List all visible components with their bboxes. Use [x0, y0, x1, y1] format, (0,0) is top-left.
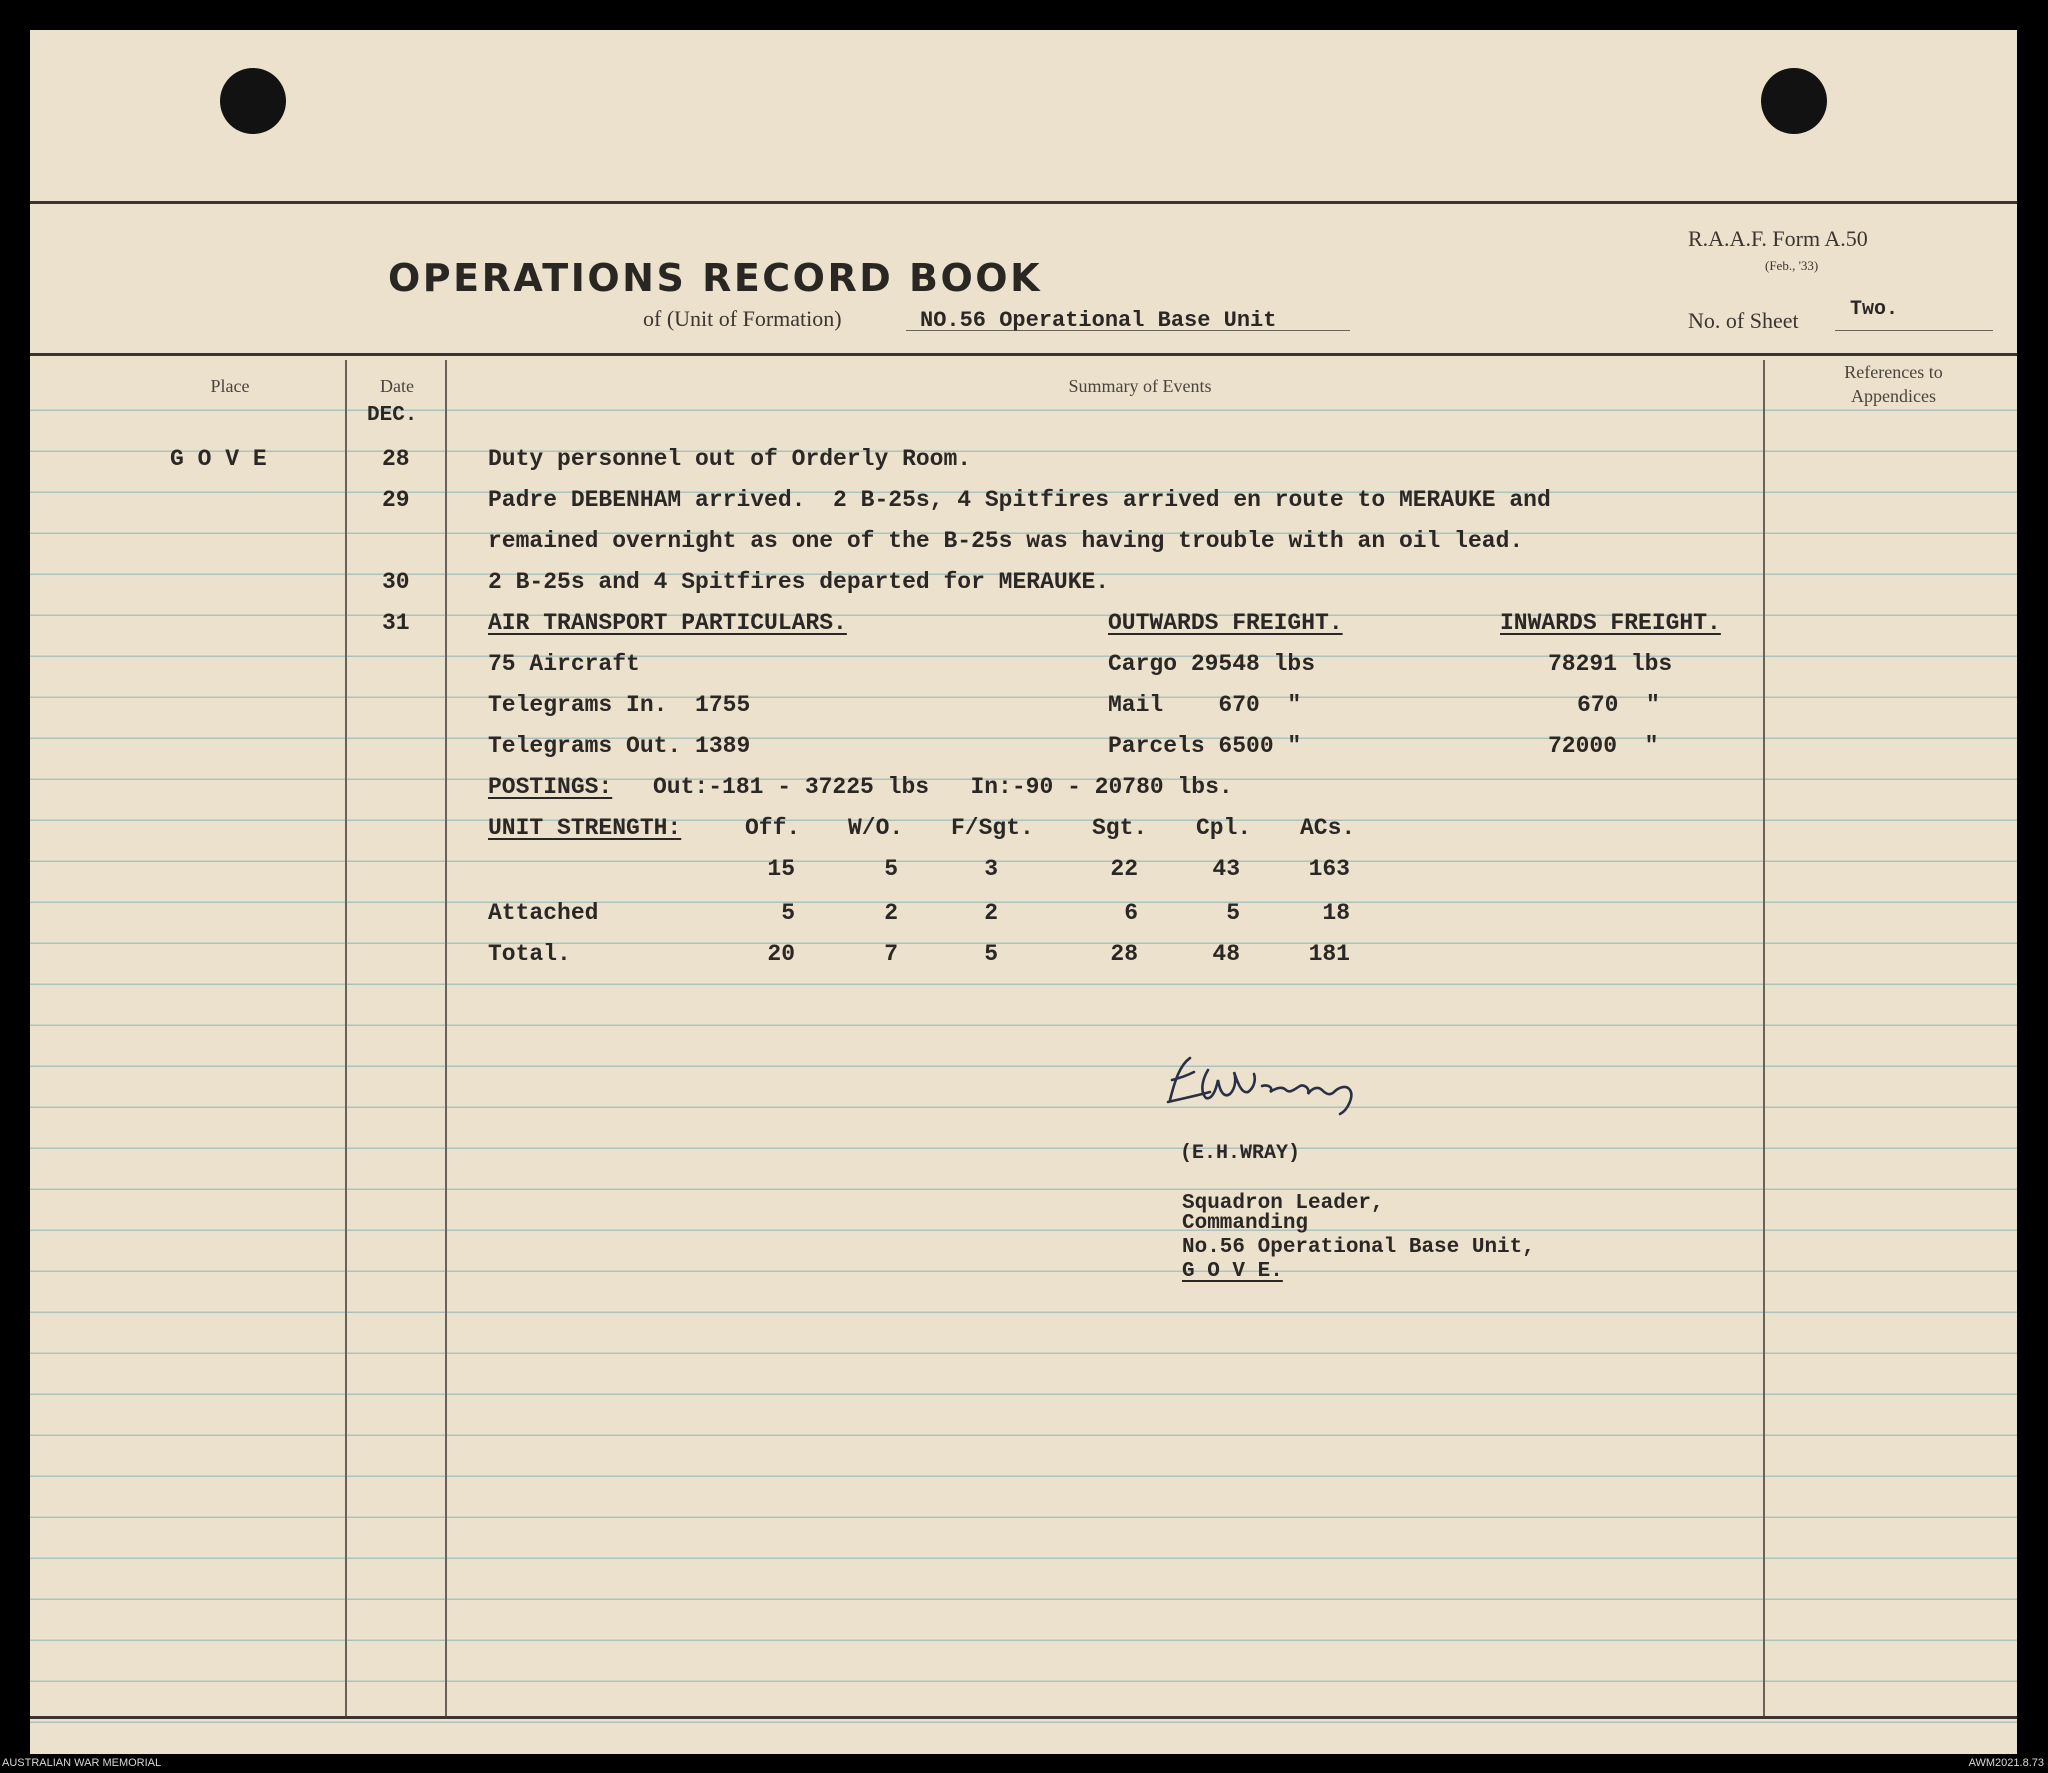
column-divider-date	[445, 360, 447, 1716]
signatory-unit: No.56 Operational Base Unit,	[1182, 1236, 1535, 1259]
transport-left: Telegrams Out. 1389	[488, 733, 751, 759]
outwards-freight-heading: OUTWARDS FREIGHT.	[1108, 610, 1343, 636]
entry-line: Duty personnel out of Orderly Room.	[488, 446, 972, 472]
transport-out: Cargo 29548 lbs	[1108, 651, 1316, 677]
postings-label: POSTINGS:	[488, 774, 613, 800]
entry-line: remained overnight as one of the B-25s was having trouble with an oil lead.	[488, 528, 1524, 554]
column-head-date: Date	[380, 376, 414, 396]
footer-left: AUSTRALIAN WAR MEMORIAL	[2, 1757, 162, 1769]
form-title: OPERATIONS RECORD BOOK	[387, 256, 1043, 300]
column-divider-place	[345, 360, 347, 1716]
postings-value: Out:-181 - 37225 lbs In:-90 - 20780 lbs.	[653, 774, 1233, 800]
punch-hole-left	[220, 68, 286, 134]
sheet-label: No. of Sheet	[1688, 308, 1799, 333]
form-id: R.A.A.F. Form A.50	[1688, 226, 1868, 251]
unit-label: of (Unit of Formation)	[643, 306, 842, 331]
sheet-underline	[1835, 330, 1993, 331]
place-value: G O V E	[170, 446, 267, 472]
signatory-location: G O V E.	[1182, 1260, 1283, 1283]
strength-header: F/Sgt.	[951, 815, 1034, 841]
strength-cell: 7	[884, 941, 898, 967]
column-head-refs-1: References to	[1844, 362, 1943, 382]
transport-in: 670 "	[1577, 692, 1660, 718]
strength-cell: 3	[984, 856, 998, 882]
transport-out: Mail 670 "	[1108, 692, 1302, 718]
footer-right: AWM2021.8.73	[1968, 1757, 2044, 1769]
strength-header: Off.	[745, 815, 801, 841]
strength-header: Cpl.	[1196, 815, 1252, 841]
column-head-place: Place	[210, 376, 250, 396]
inwards-freight-heading: INWARDS FREIGHT.	[1500, 610, 1721, 636]
transport-in: 72000 "	[1548, 733, 1659, 759]
entry-date: 29	[382, 487, 410, 513]
strength-row-label: Total.	[488, 941, 571, 967]
punch-hole-right	[1761, 68, 1827, 134]
strength-cell: 48	[1212, 941, 1240, 967]
signatory-role: Commanding	[1182, 1212, 1309, 1235]
strength-cell: 5	[1226, 900, 1240, 926]
column-divider-refs	[1763, 360, 1765, 1716]
handwritten-signature	[1150, 1040, 1430, 1130]
entry-line: Padre DEBENHAM arrived. 2 B-25s, 4 Spitfires arrived en route to MERAUKE and	[488, 487, 1551, 513]
strength-cell: 5	[884, 856, 898, 882]
strength-cell: 2	[884, 900, 898, 926]
air-transport-heading: AIR TRANSPORT PARTICULARS.	[488, 610, 847, 636]
signatory-rank: Squadron Leader,	[1182, 1192, 1384, 1215]
strength-cell: 181	[1308, 941, 1350, 967]
strength-cell: 22	[1110, 856, 1138, 882]
top-rule	[30, 201, 2017, 204]
header-rule	[30, 353, 2017, 356]
entry-date: 30	[382, 569, 410, 595]
strength-cell: 5	[984, 941, 998, 967]
entry-line: 2 B-25s and 4 Spitfires departed for MERAUKE.	[488, 569, 1110, 595]
header-area	[30, 30, 2017, 390]
bottom-rule	[30, 1716, 2017, 1719]
sheet-value: Two.	[1850, 298, 1899, 321]
strength-cell: 20	[767, 941, 795, 967]
column-head-refs-2: Appendices	[1851, 386, 1936, 406]
strength-row-label: Attached	[488, 900, 599, 926]
strength-cell: 163	[1308, 856, 1350, 882]
transport-in: 78291 lbs	[1548, 651, 1673, 677]
column-head-month: DEC.	[367, 404, 418, 427]
strength-cell: 28	[1110, 941, 1138, 967]
transport-left: Telegrams In. 1755	[488, 692, 751, 718]
strength-header: W/O.	[848, 815, 904, 841]
form-date: (Feb., '33)	[1765, 258, 1819, 273]
unit-value: NO.56 Operational Base Unit	[920, 308, 1277, 333]
strength-cell: 18	[1322, 900, 1350, 926]
strength-cell: 6	[1124, 900, 1138, 926]
strength-header: ACs.	[1300, 815, 1356, 841]
entry-date: 28	[382, 446, 410, 472]
transport-out: Parcels 6500 "	[1108, 733, 1302, 759]
strength-cell: 43	[1212, 856, 1240, 882]
strength-cell: 5	[781, 900, 795, 926]
strength-cell: 15	[767, 856, 795, 882]
strength-header: Sgt.	[1092, 815, 1148, 841]
signatory-name: (E.H.WRAY)	[1180, 1142, 1301, 1165]
transport-left: 75 Aircraft	[488, 651, 640, 677]
form-sheet	[30, 30, 2017, 1754]
unit-strength-label: UNIT STRENGTH:	[488, 815, 682, 841]
strength-cell: 2	[984, 900, 998, 926]
column-head-summary: Summary of Events	[1068, 376, 1212, 396]
entry-date: 31	[382, 610, 410, 636]
